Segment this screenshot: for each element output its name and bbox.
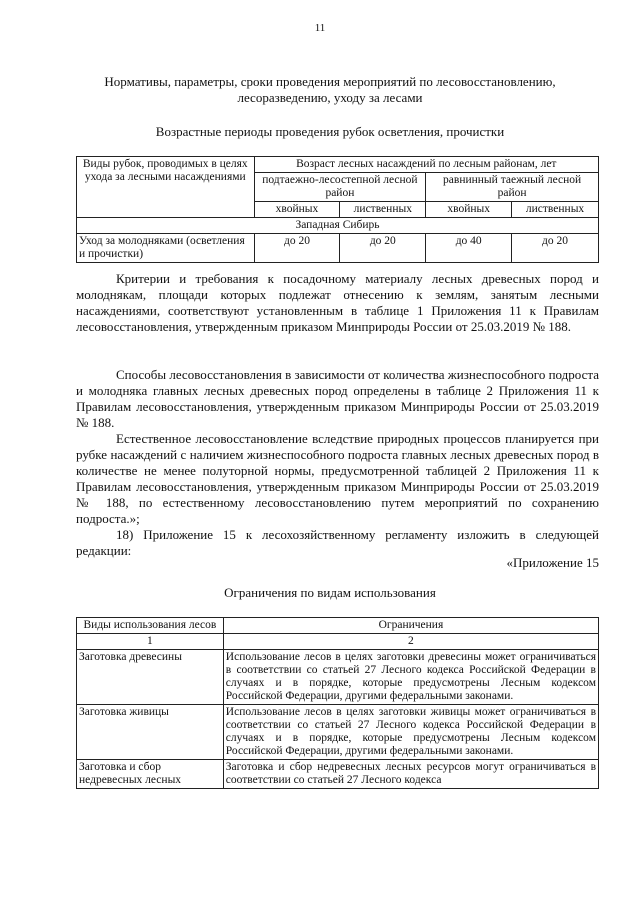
- table1-conifer-1: хвойных: [254, 202, 340, 218]
- table2-type: Заготовка древесины: [77, 650, 224, 705]
- table1-region2-header: равнинный таежный лесной район: [426, 173, 599, 202]
- page-number: 11: [314, 22, 326, 34]
- table-row: [77, 650, 599, 705]
- table2-num1: 1: [77, 634, 224, 650]
- age-periods-table: [76, 156, 599, 263]
- table1-region1-header: подтаежно-лесостепной лесной район: [254, 173, 426, 202]
- paragraph-criteria: Критерии и требования к посадочному материалу лесных древесных пород и молоднякам, площади которых подлежат отнесению к землям, занятым лесными насаждениями, соответствуют установленным в таблице 1 Приложения 11 к Правилам лесовосстановления, утвержденным приказом Минприроды России от 25.03.2019 № 188.: [76, 271, 599, 334]
- table2-title: Ограничения по видам использования: [224, 585, 436, 600]
- section-heading: Нормативы, параметры, сроки проведения мероприятий по лесовосстановлению, лесоразведению, уходу за лесами: [104, 74, 556, 105]
- table2-col1-header: Виды использования лесов: [77, 618, 224, 634]
- table2-num2: 2: [223, 634, 598, 650]
- paragraph-natural-regeneration: Естественное лесовосстановление вследствие природных процессов планируется при рубке насаждений с наличием жизнеспособного подроста главных лесных древесных пород в количестве не менее полуторной нормы, предусмотренной таблицей 2 Приложения 11 к Правилам лесовосстановления, утвержденным приказом Минприроды России от 25.03.2019 № 188, по естественному лесовосстановлению путем мероприятий по сохранению подроста.»;: [76, 431, 599, 526]
- table2-text: Заготовка и сбор недревесных лесных ресурсов могут ограничиваться в соответствии со статьей 27 Лесного кодекса: [223, 760, 598, 789]
- table1-title: Возрастные периоды проведения рубок осветления, прочистки: [155, 124, 505, 139]
- table1-age-header: Возраст лесных насаждений по лесным районам, лет: [254, 157, 598, 173]
- table1-conifer-2: хвойных: [426, 202, 512, 218]
- table1-cell: до 20: [340, 234, 426, 263]
- restrictions-table: [76, 617, 599, 789]
- table1-row-label: Уход за молодняками (осветления и прочистки): [77, 234, 255, 263]
- table2-col2-header: Ограничения: [223, 618, 598, 634]
- table-row: [77, 760, 599, 789]
- table1-deciduous-1: лиственных: [340, 202, 426, 218]
- table1-cell: до 20: [512, 234, 599, 263]
- table1-cell: до 20: [254, 234, 340, 263]
- table2-type: Заготовка и сбор недревесных лесных: [77, 760, 224, 789]
- table1-cell: до 40: [426, 234, 512, 263]
- table1-deciduous-2: лиственных: [512, 202, 599, 218]
- appendix-label: «Приложение 15: [506, 555, 599, 570]
- table2-type: Заготовка живицы: [77, 705, 224, 760]
- table2-text: Использование лесов в целях заготовки древесины может ограничиваться в соответствии со статьей 27 Лесного кодекса Российской Федерации в случаях и в порядке, которые предусмотрены Лесным кодексом Российской Федерации, другими федеральными законами.: [223, 650, 598, 705]
- paragraph-methods: Способы лесовосстановления в зависимости от количества жизнеспособного подроста и молодняка главных лесных древесных пород определены в таблице 2 Приложения 11 к Правилам лесовосстановления, утвержденным приказом Минприроды России от 25.03.2019 № 188.: [76, 367, 599, 430]
- table2-text: Использование лесов в целях заготовки живицы может ограничиваться в соответствии со статьей 27 Лесного кодекса Российской Федерации в случаях и в порядке, которые предусмотрены Лесным кодексом Российской Федерации, другими федеральными законами.: [223, 705, 598, 760]
- table1-zone-row: Западная Сибирь: [77, 218, 599, 234]
- table-row: [77, 705, 599, 760]
- paragraph-amendment: 18) Приложение 15 к лесохозяйственному регламенту изложить в следующей редакции:: [76, 527, 599, 558]
- table1-col1-header: Виды рубок, проводимых в целях ухода за лесными насаждениями: [77, 157, 255, 218]
